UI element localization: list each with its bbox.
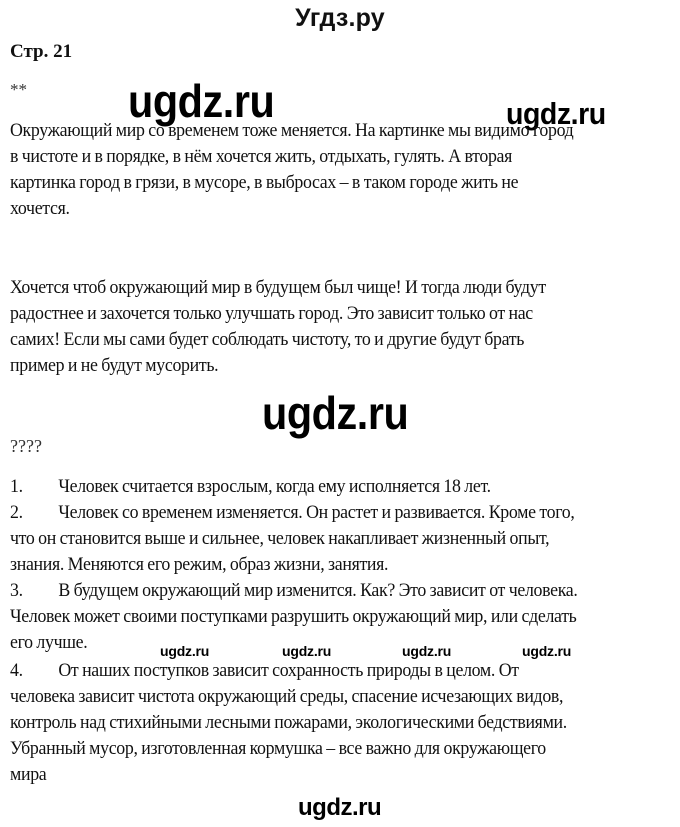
answer-number: 4. bbox=[10, 660, 23, 681]
watermark-footer: ugdz.ru bbox=[298, 794, 382, 821]
watermark-small: ugdz.ru bbox=[522, 643, 572, 659]
site-title: Угдз.ру bbox=[295, 4, 385, 32]
watermark-large: ugdz.ru bbox=[128, 75, 275, 127]
answer-text: Человек со временем изменяется. Он растет и развивается. Кроме того, bbox=[58, 502, 575, 523]
watermark-small: ugdz.ru bbox=[282, 643, 332, 659]
paragraph-line: Хочется чтоб окружающий мир в будущем был чище! И тогда люди будут bbox=[10, 277, 546, 298]
answer-line: Убранный мусор, изготовленная кормушка – все важно для окружающего bbox=[10, 738, 546, 759]
answer-line: человека зависит чистота окружающий среды, спасение исчезающих видов, bbox=[10, 686, 564, 707]
answer-item-3 bbox=[10, 578, 675, 604]
answer-item-4 bbox=[10, 658, 675, 684]
answer-line: что он становится выше и сильнее, человек накапливает жизненный опыт, bbox=[10, 528, 550, 549]
answer-number: 1. bbox=[10, 476, 23, 497]
answer-text: От наших поступков зависит сохранность природы в целом. От bbox=[58, 660, 519, 681]
paragraph-line: хочется. bbox=[10, 198, 70, 219]
paragraph-line: радостнее и захочется только улучшать город. Это зависит только от нас bbox=[10, 303, 533, 324]
paragraph-line: самих! Если мы сами будет соблюдать чистоту, то и другие будут брать bbox=[10, 329, 525, 350]
section-marker-questions: ???? bbox=[10, 436, 42, 456]
answer-line: Человек может своими поступками разрушить окружающий мир, или сделать bbox=[10, 606, 577, 627]
answer-line: его лучше. bbox=[10, 632, 88, 653]
answer-number: 3. bbox=[10, 580, 23, 601]
paragraph-2 bbox=[10, 275, 675, 379]
answer-line: мира bbox=[10, 764, 47, 785]
answer-text: В будущем окружающий мир изменится. Как? Это зависит от человека. bbox=[58, 580, 578, 601]
answer-text: Человек считается взрослым, когда ему исполняется 18 лет. bbox=[58, 476, 491, 497]
paragraph-line: в чистоте и в порядке, в нём хочется жить, отдыхать, гулять. А вторая bbox=[10, 146, 513, 167]
answer-item-1 bbox=[10, 474, 675, 500]
answers-list bbox=[10, 474, 675, 788]
paragraph-line: Окружающий мир со временем тоже меняется. На картинке мы видимо город bbox=[10, 120, 574, 141]
answer-line: знания. Меняются его режим, образ жизни, занятия. bbox=[10, 554, 389, 575]
answer-item-2 bbox=[10, 500, 675, 526]
watermark-medium: ugdz.ru bbox=[506, 96, 606, 131]
paragraph-line: пример и не будут мусорить. bbox=[10, 355, 219, 376]
watermark-small: ugdz.ru bbox=[402, 643, 452, 659]
paragraph-1 bbox=[10, 118, 675, 222]
page-label: Стр. 21 bbox=[10, 41, 73, 62]
paragraph-line: картинка город в грязи, в мусоре, в выбросах – в таком городе жить не bbox=[10, 172, 519, 193]
answer-line: контроль над стихийными лесными пожарами, экологическими бедствиями. bbox=[10, 712, 567, 733]
section-marker-stars: ** bbox=[10, 80, 27, 99]
watermark-small: ugdz.ru bbox=[160, 643, 210, 659]
watermark-large: ugdz.ru bbox=[262, 387, 409, 439]
answer-number: 2. bbox=[10, 502, 23, 523]
